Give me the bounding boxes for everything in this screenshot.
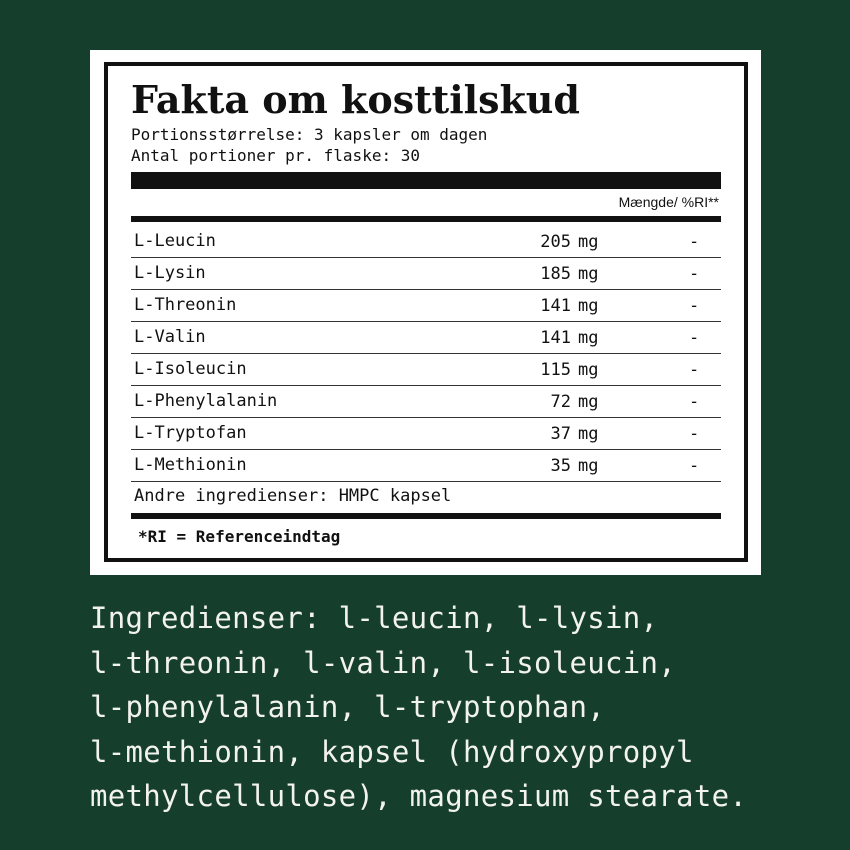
- ingredients-line: l-phenylalanin, l-tryptophan,: [90, 690, 606, 724]
- nutrient-table: [131, 226, 721, 482]
- servings-per-bottle: Antal portioner pr. flaske: 30: [131, 146, 420, 165]
- nutrient-name: L-Isoleucin: [134, 359, 247, 379]
- nutrient-amount: 37: [550, 424, 571, 444]
- nutrient-ri: -: [689, 456, 700, 476]
- nutrient-name: L-Leucin: [134, 231, 216, 251]
- ri-footnote: *RI = Referenceindtag: [138, 527, 341, 546]
- nutrient-ri: -: [689, 360, 700, 380]
- table-row: [131, 258, 721, 290]
- serving-size: Portionsstørrelse: 3 kapsler om dagen: [131, 125, 488, 144]
- nutrient-unit: mg: [578, 392, 599, 412]
- nutrient-unit: mg: [578, 360, 599, 380]
- ingredients-line: methylcellulose), magnesium stearate.: [90, 779, 748, 813]
- nutrient-amount: 205: [540, 232, 571, 252]
- label-title: Fakta om kosttilskud: [131, 77, 581, 122]
- table-row: [131, 322, 721, 354]
- nutrient-amount: 141: [540, 296, 571, 316]
- table-row: [131, 386, 721, 418]
- thick-divider: [131, 172, 721, 189]
- nutrient-unit: mg: [578, 456, 599, 476]
- table-row: [131, 226, 721, 258]
- nutrient-amount: 185: [540, 264, 571, 284]
- other-ingredients: Andre ingredienser: HMPC kapsel: [134, 486, 452, 506]
- ingredients-text: [90, 596, 830, 819]
- nutrient-unit: mg: [578, 264, 599, 284]
- nutrient-ri: -: [689, 392, 700, 412]
- nutrient-unit: mg: [578, 424, 599, 444]
- amount-ri-column-header: Mængde/ %RI**: [618, 194, 719, 210]
- nutrient-ri: -: [689, 328, 700, 348]
- ingredients-line: l-methionin, kapsel (hydroxypropyl: [90, 734, 694, 769]
- nutrient-unit: mg: [578, 232, 599, 252]
- nutrient-name: L-Methionin: [134, 455, 247, 475]
- nutrient-unit: mg: [578, 328, 599, 348]
- table-row: [131, 290, 721, 322]
- nutrient-name: L-Lysin: [134, 263, 206, 283]
- nutrient-name: L-Tryptofan: [134, 423, 247, 443]
- nutrient-name: L-Valin: [134, 327, 206, 347]
- table-row: [131, 450, 721, 482]
- nutrient-amount: 35: [550, 456, 571, 476]
- nutrient-name: L-Phenylalanin: [134, 391, 278, 411]
- bottom-divider: [131, 513, 721, 519]
- ingredients-line: l-threonin, l-valin, l-isoleucin,: [90, 645, 677, 680]
- ingredients-line: Ingredienser: l-leucin, l-lysin,: [90, 601, 659, 635]
- nutrient-unit: mg: [578, 296, 599, 316]
- medium-divider: [131, 216, 721, 222]
- nutrient-amount: 72: [550, 392, 571, 412]
- nutrient-ri: -: [689, 424, 700, 444]
- nutrient-amount: 141: [540, 328, 571, 348]
- nutrient-name: L-Threonin: [134, 295, 237, 315]
- nutrient-ri: -: [689, 232, 700, 252]
- table-row: [131, 354, 721, 386]
- nutrient-ri: -: [689, 296, 700, 316]
- table-row: [131, 418, 721, 450]
- nutrient-amount: 115: [540, 360, 571, 380]
- nutrient-ri: -: [689, 264, 700, 284]
